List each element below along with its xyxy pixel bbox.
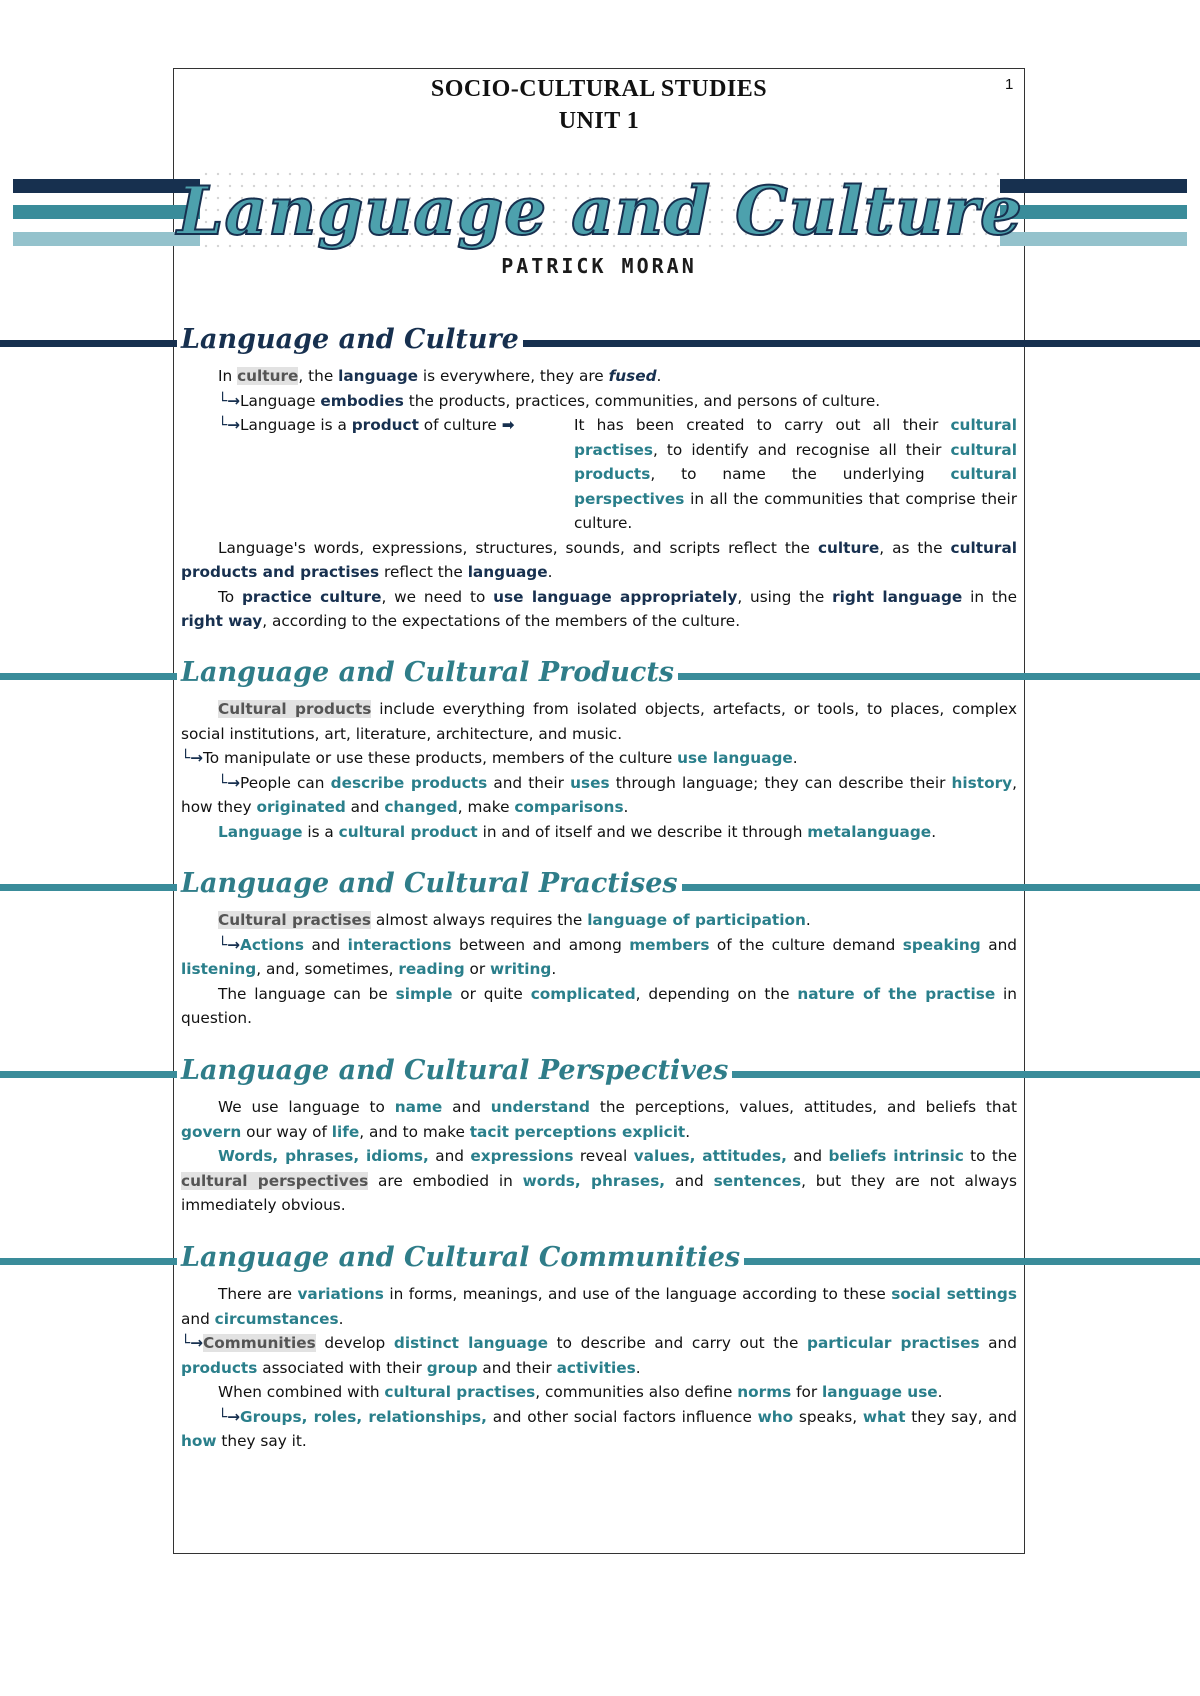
paragraph: └→To manipulate or use these products, members of the culture use language. <box>181 749 798 767</box>
paragraph: In culture, the language is everywhere, they are fused. <box>218 367 662 385</box>
section-body <box>181 1282 1017 1454</box>
paragraph: Words, phrases, idioms, and expressions reveal values, attitudes, and beliefs intrinsic to the cultural perspectives are embodied in words, phrases, and sentences, but they are not always immediately obvious. <box>181 1147 1017 1214</box>
section-heading: Language and Cultural Products <box>177 657 678 688</box>
left-stripe-navy <box>13 179 200 193</box>
section-heading: Language and Cultural Perspectives <box>177 1055 732 1086</box>
arrow-icon: └→ <box>218 416 241 434</box>
right-stripe-light <box>1000 232 1187 246</box>
paragraph: └→Language is a product of culture ➡ It has been created to carry out all their cultural practises, to identify and recognise all their cultural products, to name the underlying cultural perspectives in all the communities that comprise their culture. <box>218 416 1017 532</box>
paragraph: We use language to name and understand the perceptions, values, attitudes, and beliefs that govern our way of life, and to make tacit perceptions explicit. <box>181 1098 1017 1141</box>
section-body <box>181 697 1017 844</box>
paragraph: Language's words, expressions, structures, sounds, and scripts reflect the culture, as the cultural products and practises reflect the language. <box>181 538 1018 581</box>
paragraph: └→Groups, roles, relationships, and other social factors influence who speaks, what they say, and how they say it. <box>181 1407 1017 1450</box>
page-number: 1 <box>1005 76 1014 93</box>
section-body <box>181 364 1017 634</box>
section-heading: Language and Cultural Communities <box>177 1242 744 1273</box>
right-stripe-navy <box>1000 179 1187 193</box>
right-stripe-teal <box>1000 205 1187 219</box>
arrow-icon: └→ <box>218 773 241 792</box>
left-stripe-light <box>13 232 200 246</box>
section-heading: Language and Culture <box>177 324 523 355</box>
paragraph: Cultural products include everything from isolated objects, artefacts, or tools, to places, complex social institutions, art, literature, architecture, and music. <box>181 700 1017 743</box>
arrow-icon: └→ <box>218 935 241 954</box>
paragraph: └→Language embodies the products, practices, communities, and persons of culture. <box>218 391 881 410</box>
paragraph: To practice culture, we need to use language appropriately, using the right language in the right way, according to the expectations of the members of the culture. <box>181 587 1018 630</box>
arrow-icon: └→ <box>218 391 241 410</box>
right-arrow-icon: ➡ <box>501 416 515 434</box>
section-body <box>181 1095 1017 1218</box>
arrow-icon: └→ <box>181 1334 204 1352</box>
arrow-icon: └→ <box>218 1407 241 1426</box>
paragraph: └→Actions and interactions between and among members of the culture demand speaking and listening, and, sometimes, reading or writing. <box>181 935 1017 978</box>
arrow-icon: └→ <box>181 749 204 767</box>
paragraph: There are variations in forms, meanings, and use of the language according to these social settings and circumstances. <box>181 1285 1017 1328</box>
section-body <box>181 908 1017 1031</box>
course-title: SOCIO-CULTURAL STUDIES <box>430 76 768 102</box>
title-banner <box>177 168 1023 254</box>
paragraph: The language can be simple or quite complicated, depending on the nature of the practise in question. <box>181 984 1017 1027</box>
paragraph: └→Communities develop distinct language to describe and carry out the particular practises and products associated with their group and their activities. <box>181 1334 1017 1377</box>
paragraph: When combined with cultural practises, communities also define norms for language use. <box>218 1383 943 1401</box>
paragraph: └→People can describe products and their uses through language; they can describe their history, how they originated and changed, make comparisons. <box>181 773 1017 816</box>
paragraph: Cultural practises almost always requires the language of participation. <box>218 911 811 929</box>
banner-title: Language and Culture <box>177 172 1023 250</box>
author-name: PATRICK MORAN <box>501 254 697 278</box>
left-stripe-teal <box>13 205 200 219</box>
paragraph: Language is a cultural product in and of itself and we describe it through metalanguage. <box>218 822 937 841</box>
section-heading: Language and Cultural Practises <box>177 868 682 899</box>
unit-label: UNIT 1 <box>558 108 640 134</box>
